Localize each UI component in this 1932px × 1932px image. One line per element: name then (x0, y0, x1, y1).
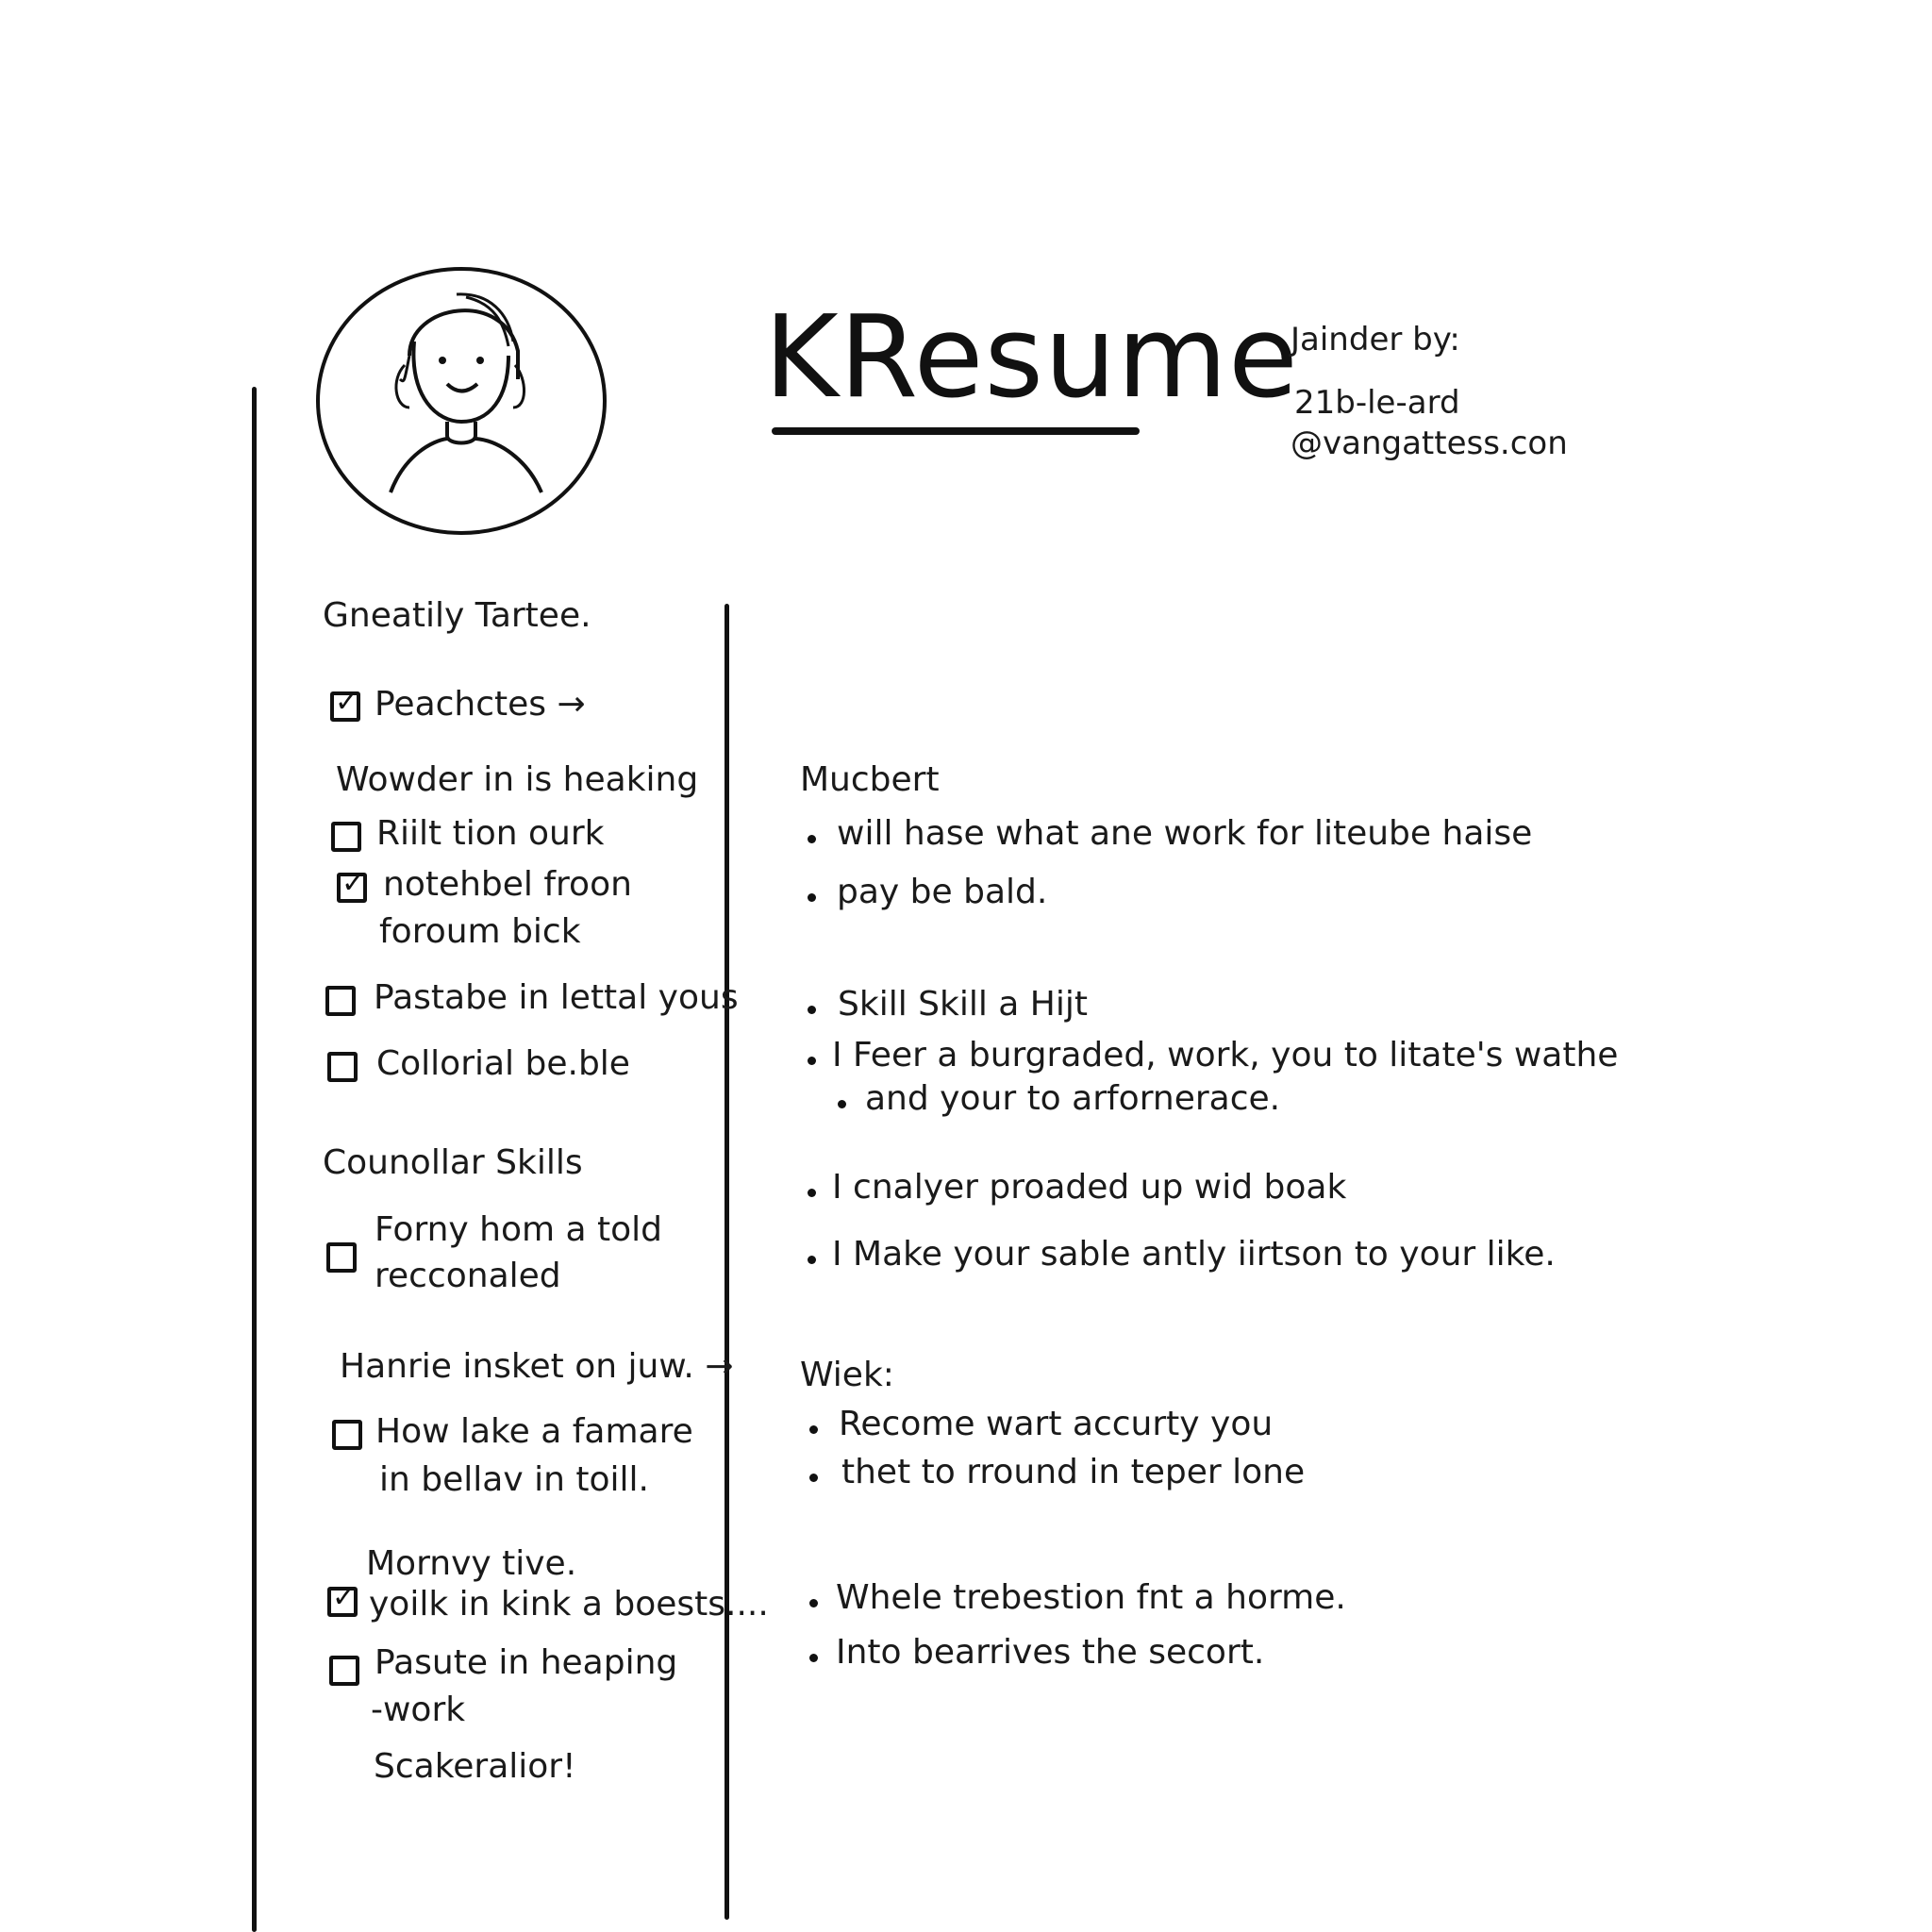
checkbox-checked[interactable] (330, 691, 360, 722)
checklist-label: Mornvy tive. (366, 1544, 577, 1583)
checklist-label: Riilt tion ourk (376, 814, 605, 853)
bullet-dot (808, 893, 816, 902)
bullet-text: will hase what ane work for liteube haise (837, 814, 1533, 853)
checkbox-checked[interactable] (337, 873, 367, 903)
bullet-dot (809, 1474, 818, 1482)
checklist-label-continued: yoilk in kink a boests.... (369, 1585, 769, 1624)
section-title: Mucbert (800, 760, 940, 799)
checklist-label-continued: foroum bick (379, 912, 581, 951)
bullet-text: Whele trebestion fnt a horme. (836, 1578, 1346, 1617)
checkbox-unchecked[interactable] (326, 1242, 357, 1273)
checklist-label: Collorial be.ble (376, 1044, 630, 1083)
checklist-label: Forny hom a told (375, 1210, 663, 1249)
checkbox-unchecked[interactable] (327, 1052, 358, 1082)
bullet-dot (809, 1599, 818, 1607)
bullet-text: pay be bald. (837, 873, 1048, 911)
bullet-dot (808, 1006, 816, 1014)
sidebar-subheading: Hanrie insket on juw. → (340, 1347, 734, 1386)
checkbox-checked[interactable] (327, 1587, 358, 1617)
checkbox-unchecked[interactable] (331, 822, 361, 852)
checkbox-unchecked[interactable] (325, 986, 356, 1016)
left-margin-rule (252, 387, 257, 1932)
bullet-dot (808, 1057, 816, 1065)
checklist-label-continued: recconaled (375, 1257, 561, 1295)
checklist-label-continued: in bellav in toill. (379, 1460, 649, 1499)
checkbox-unchecked[interactable] (329, 1656, 359, 1686)
designer-label: Jainder by: (1291, 321, 1460, 358)
bullet-text: I Make your sable antly iirtson to your like. (832, 1235, 1556, 1274)
bullet-dot (809, 1425, 818, 1434)
column-divider (724, 604, 729, 1920)
bullet-dot (808, 1256, 816, 1264)
bullet-dot (838, 1100, 846, 1108)
bullet-text: I Feer a burgraded, work, you to litate's wathe (832, 1036, 1619, 1074)
checkbox-unchecked[interactable] (332, 1420, 362, 1450)
bullet-text: Skill Skill a Hijt (838, 985, 1088, 1024)
checklist-label: Pastabe in lettal yous (374, 978, 739, 1017)
bullet-text: thet to rround in teper lone (841, 1453, 1306, 1491)
section-title: Wiek: (800, 1356, 894, 1394)
resume-title: KResume (764, 292, 1299, 424)
checklist-label: Pasute in heaping (375, 1643, 678, 1682)
designer-email[interactable]: @vangattess.con (1291, 425, 1568, 462)
sidebar-footer-text: Scakeralior! (374, 1747, 576, 1786)
checklist-label: notehbel froon (383, 865, 632, 904)
bullet-text: Recome wart accurty you (839, 1405, 1274, 1443)
bullet-dot (808, 835, 816, 843)
checklist-label: Peachctes → (375, 685, 586, 724)
avatar (315, 266, 609, 540)
bullet-text: Into bearrives the secort. (836, 1633, 1265, 1672)
bullet-text: I cnalyer proaded up wid boak (832, 1168, 1347, 1207)
sidebar-subheading: Wowder in is heaking (336, 760, 699, 799)
designer-id: 21b-le-ard (1294, 384, 1460, 422)
title-underline (772, 427, 1140, 435)
bullet-dot (809, 1654, 818, 1662)
sidebar-subheading: Counollar Skills (323, 1143, 583, 1182)
sidebar-heading: Gneatily Tartee. (323, 596, 591, 635)
checklist-label: How lake a famare (375, 1412, 693, 1451)
bullet-text: and your to arfornerace. (865, 1079, 1281, 1118)
bullet-dot (808, 1189, 816, 1197)
checklist-label-continued: -work (371, 1690, 466, 1729)
